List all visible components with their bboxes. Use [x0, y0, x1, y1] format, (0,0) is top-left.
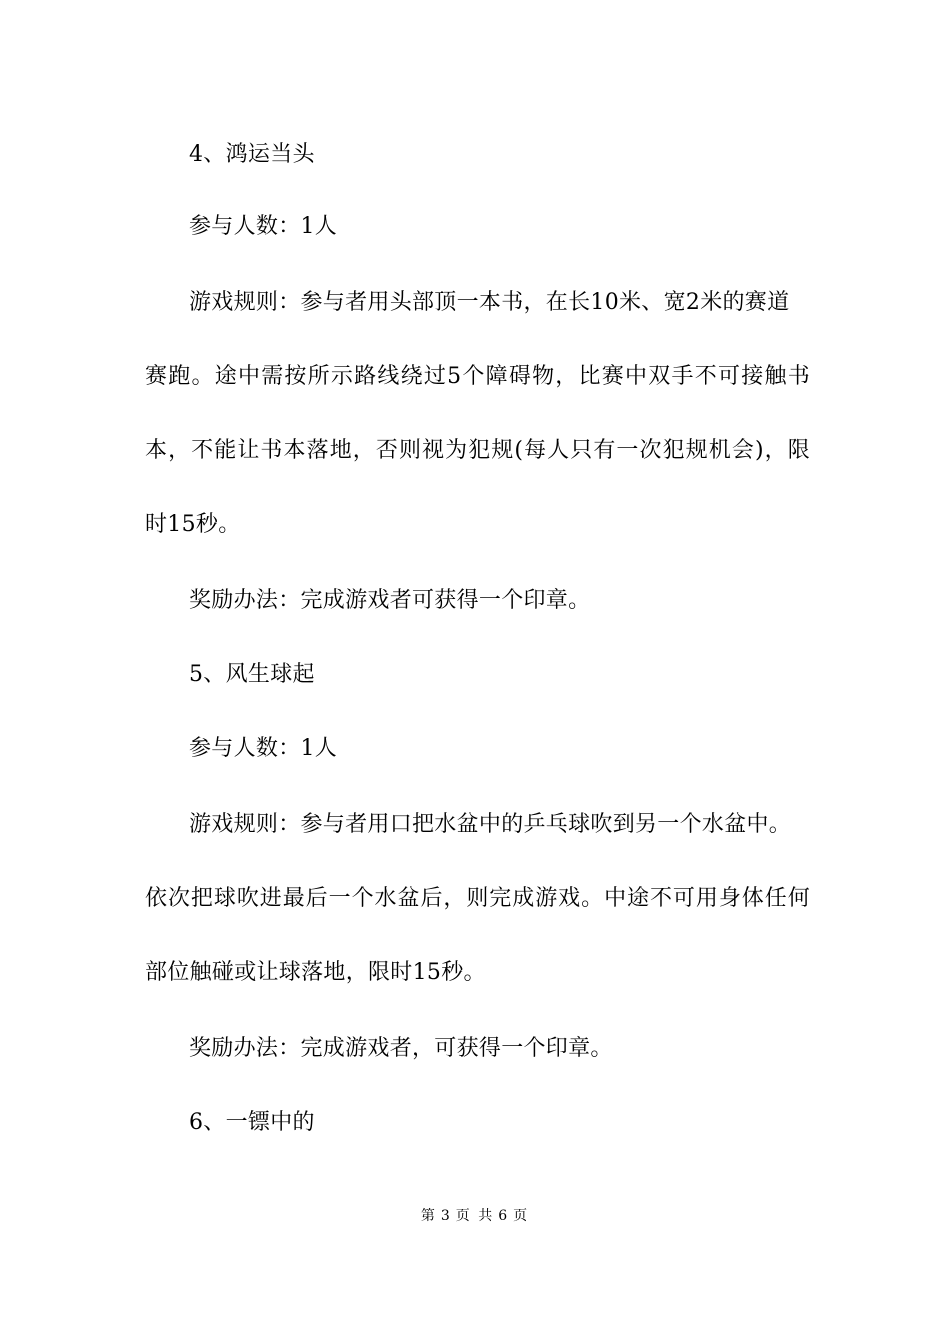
footer-suffix: 页 — [513, 1208, 530, 1224]
section-4-rules-line-3: 本，不能让书本落地，否则视为犯规(每人只有一次犯规机会)，限 — [145, 438, 810, 463]
section-5-participants: 参与人数：1人 — [189, 736, 338, 761]
footer-middle: 页 共 — [455, 1208, 495, 1224]
section-4-rules-line-4: 时15秒。 — [145, 512, 241, 537]
footer-prefix: 第 — [420, 1208, 437, 1224]
footer-current-page: 3 — [440, 1208, 452, 1224]
page-footer — [0, 1206, 950, 1226]
section-4-rules-line-2: 赛跑。途中需按所示路线绕过5个障碍物，比赛中双手不可接触书 — [145, 364, 810, 389]
section-5-rules-line-3: 部位触碰或让球落地，限时15秒。 — [145, 960, 486, 985]
section-4-rules-line-1: 游戏规则：参与者用头部顶一本书，在长10米、宽2米的赛道 — [189, 290, 790, 315]
section-5-reward: 奖励办法：完成游戏者，可获得一个印章。 — [189, 1036, 613, 1061]
section-5-rules-line-1: 游戏规则：参与者用口把水盆中的乒乓球吹到另一个水盆中。 — [189, 812, 792, 837]
section-4-reward: 奖励办法：完成游戏者可获得一个印章。 — [189, 588, 591, 613]
section-6-heading: 6、一镖中的 — [189, 1110, 315, 1135]
section-4-participants: 参与人数：1人 — [189, 214, 338, 239]
section-5-heading: 5、风生球起 — [189, 662, 315, 687]
footer-total-pages: 6 — [498, 1208, 510, 1224]
section-5-rules-line-2: 依次把球吹进最后一个水盆后，则完成游戏。中途不可用身体任何 — [145, 886, 810, 911]
section-4-heading: 4、鸿运当头 — [189, 142, 315, 167]
